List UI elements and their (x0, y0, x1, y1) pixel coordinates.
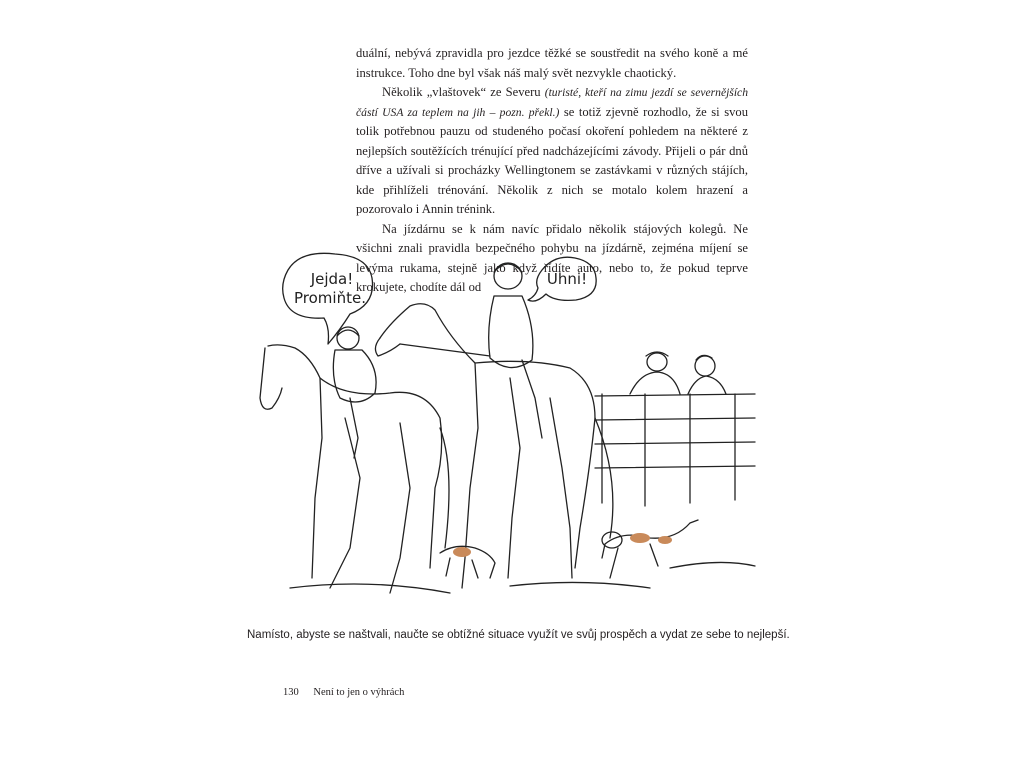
left-horse-and-rider (260, 327, 449, 593)
bubble-right-text: Uhni! (546, 270, 588, 288)
arena-ground (290, 562, 755, 593)
arena-fence (595, 394, 755, 506)
page-number: 130 (283, 687, 299, 698)
dogs (440, 520, 698, 578)
figure-caption: Namísto, abyste se naštvali, naučte se obtížné situace využít ve svůj prospěch a vydat ze sebe to nejlepší. (247, 629, 790, 641)
right-horse-and-rider (375, 263, 612, 588)
paragraph-1: duální, nebývá zpravidla pro jezdce těžké se soustředit na svého koně a mé instrukce. Toho dne byl však náš malý svět nezvykle chaotický. (356, 46, 748, 80)
spectators (630, 352, 726, 394)
page-footer (283, 687, 404, 698)
paragraph-2 (356, 83, 748, 220)
paragraph-2-end: se totiž zjevně rozhodlo, že si svou tolik potřebnou pauzu od studeného počasí okoření pohledem na některé z nejlepších soutěžících trénující před nadcházejícími závody. Přijeli o pár dnů dříve a užívali si procházky Wellingtonem se zastávkami v různých stájích, kde přihlíželi trénování. Několik z nich se motalo kolem hrazení a pozorovalo i Annin trénink. (356, 104, 748, 216)
bubble-left-line1: Jejda! (310, 270, 354, 288)
paragraph-3: Na jízdárnu se k nám navíc přidalo několik stájových kolegů. Ne všichni znali pravidla bezpečného pohybu na jízdárně, zejména míjení se levýma rukama, stejně jako když řídíte auto, nebo to, že pokud teprve krokujete, chodíte dál od (356, 221, 748, 294)
translator-note: (turisté, kteří na zimu jezdí se severnějších částí USA za teplem na jih – pozn. překl.) (356, 86, 748, 119)
riding-arena-illustration (250, 248, 760, 616)
running-title: Není to jen o výhrách (313, 687, 405, 698)
bubble-left-line2: Promiňte. (294, 289, 366, 307)
paragraph-2-start: Několik „vlaštovek“ ze Severu (382, 85, 545, 99)
